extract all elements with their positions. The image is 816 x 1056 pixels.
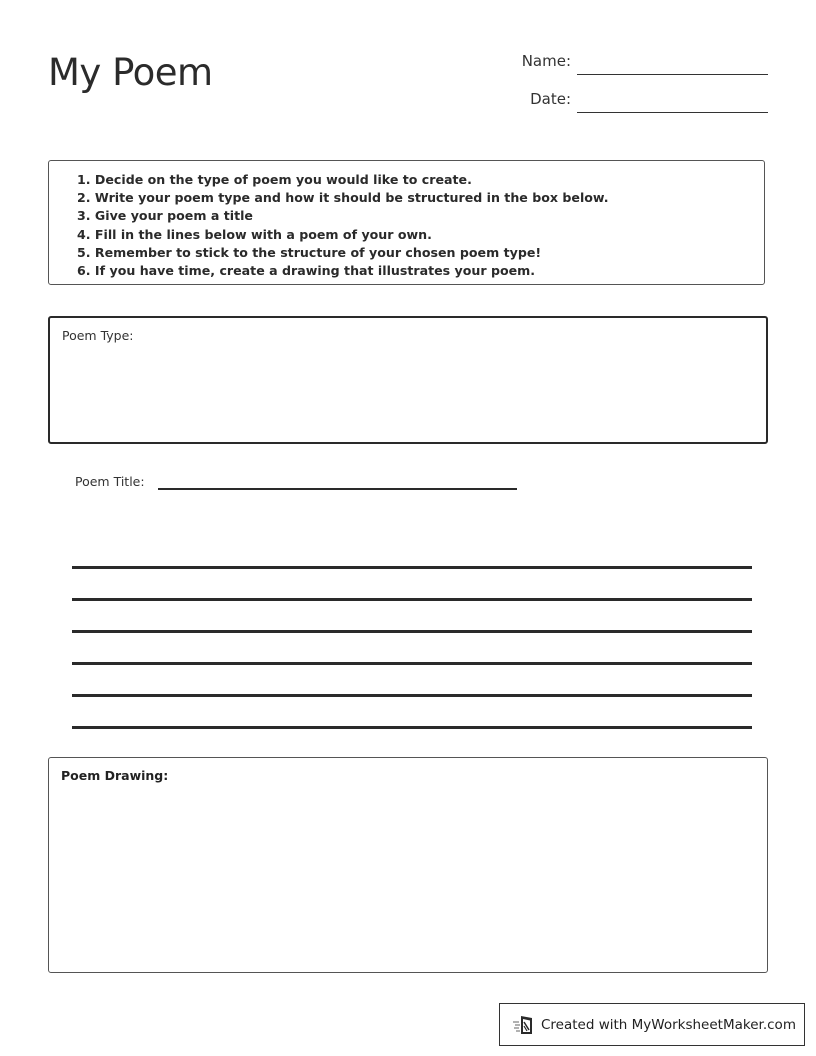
instructions-box xyxy=(48,160,765,285)
instruction-item: 5. Remember to stick to the structure of your chosen poem type! xyxy=(77,244,542,260)
poem-writing-line[interactable] xyxy=(72,566,752,569)
date-field[interactable] xyxy=(577,112,768,113)
instruction-item: 1. Decide on the type of poem you would like to create. xyxy=(77,172,472,187)
instruction-item: 3. Give your poem a title xyxy=(77,208,253,224)
poem-writing-line[interactable] xyxy=(72,630,752,633)
poem-writing-line[interactable] xyxy=(72,694,752,697)
poem-type-box[interactable] xyxy=(48,316,768,444)
worksheet-maker-logo-icon xyxy=(512,1014,536,1036)
date-label: Date: xyxy=(530,90,571,108)
name-field[interactable] xyxy=(577,74,768,75)
poem-title-label: Poem Title: xyxy=(75,474,145,489)
poem-drawing-box[interactable] xyxy=(48,757,768,973)
poem-writing-line[interactable] xyxy=(72,598,752,601)
footer-badge[interactable] xyxy=(499,1003,805,1046)
name-label: Name: xyxy=(521,52,571,70)
instruction-item: 4. Fill in the lines below with a poem of your own. xyxy=(77,226,432,242)
instruction-item: 6. If you have time, create a drawing that illustrates your poem. xyxy=(77,263,536,279)
poem-drawing-label: Poem Drawing: xyxy=(61,768,169,783)
poem-title-field[interactable] xyxy=(158,488,517,490)
page-title: My Poem xyxy=(48,51,213,94)
footer-credit: Created with MyWorksheetMaker.com xyxy=(541,1016,796,1033)
instructions-list xyxy=(77,171,764,280)
poem-type-label: Poem Type: xyxy=(62,328,134,343)
poem-writing-line[interactable] xyxy=(72,662,752,665)
instruction-item: 2. Write your poem type and how it should be structured in the box below. xyxy=(77,190,609,206)
poem-writing-line[interactable] xyxy=(72,726,752,729)
